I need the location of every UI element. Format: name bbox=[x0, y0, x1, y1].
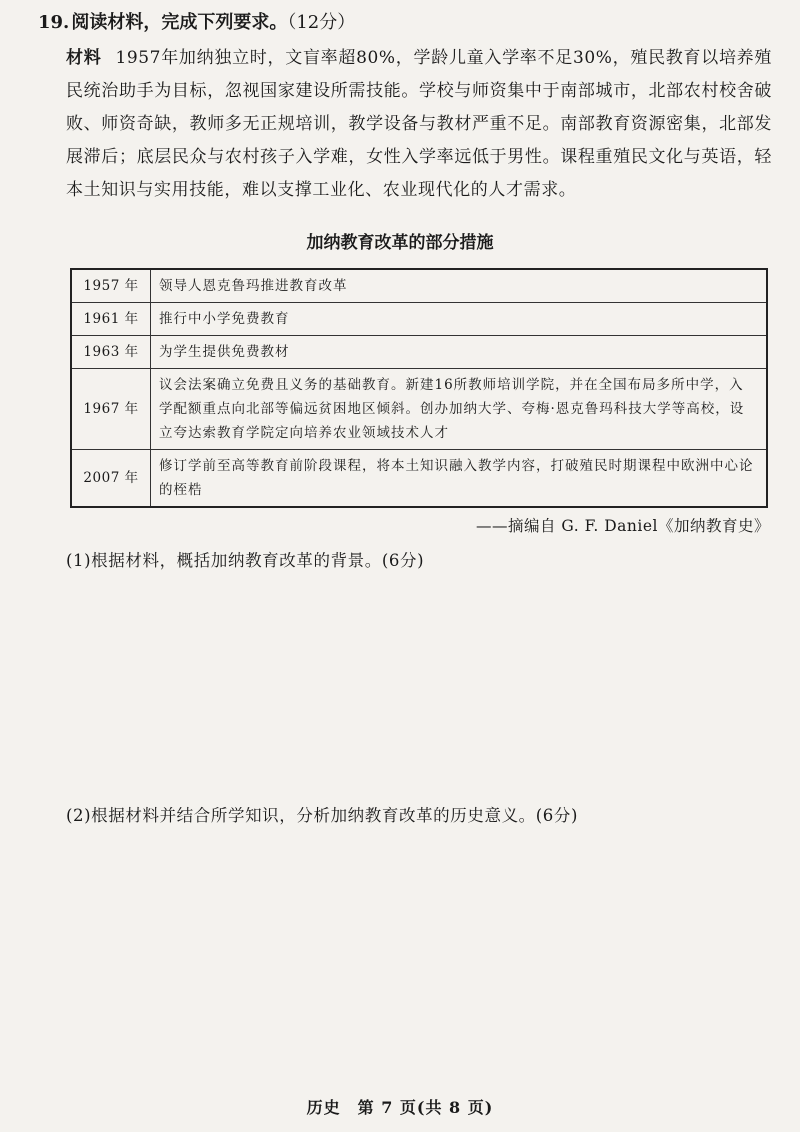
table-cell-content: 为学生提供免费教材 bbox=[151, 336, 768, 369]
material-passage bbox=[66, 42, 772, 207]
table-title: 加纳教育改革的部分措施 bbox=[306, 233, 494, 253]
table-cell-year: 1961 年 bbox=[71, 303, 151, 336]
question-heading bbox=[38, 10, 355, 36]
sub-question-1: (1)根据材料，概括加纳教育改革的背景。(6分) bbox=[66, 551, 425, 570]
table-cell-year: 1957 年 bbox=[71, 269, 151, 303]
sub-question-2: (2)根据材料并结合所学知识，分析加纳教育改革的历史意义。(6分) bbox=[66, 806, 579, 825]
table-cell-year: 1967 年 bbox=[71, 369, 151, 450]
table-cell-year: 1963 年 bbox=[71, 336, 151, 369]
table-cell-year: 2007 年 bbox=[71, 450, 151, 508]
question-number: 19. bbox=[38, 12, 70, 33]
reform-measures-table bbox=[70, 268, 768, 508]
table-cell-content: 修订学前至高等教育前阶段课程，将本土知识融入教学内容，打破殖民时期课程中欧洲中心论的桎梏 bbox=[151, 450, 768, 508]
page-footer: 历史 第 7 页(共 8 页) bbox=[306, 1098, 494, 1117]
table-row bbox=[71, 336, 767, 369]
source-citation: ——摘编自 G. F. Daniel《加纳教育史》 bbox=[475, 517, 770, 535]
question-score: （12分） bbox=[287, 12, 356, 33]
table-cell-content: 议会法案确立免费且义务的基础教育。新建16所教师培训学院，并在全国布局多所中学，入学配额重点向北部等偏远贫困地区倾斜。创办加纳大学、夸梅·恩克鲁玛科技大学等高校，设立夸达索教育学院定向培养农业领域技术人才 bbox=[151, 369, 768, 450]
table-row bbox=[71, 369, 767, 450]
material-text: 1957年加纳独立时，文盲率超80%，学龄儿童入学率不足30%，殖民教育以培养殖民统治助手为目标，忽视国家建设所需技能。学校与师资集中于南部城市，北部农村校舍破败、师资奇缺，教师多无正规培训，教学设备与教材严重不足。南部教育资源密集，北部发展滞后；底层民众与农村孩子入学难，女性入学率远低于男性。课程重殖民文化与英语，轻本土知识与实用技能，难以支撑工业化、农业现代化的人才需求。 bbox=[66, 48, 772, 200]
table-cell-content: 推行中小学免费教育 bbox=[151, 303, 768, 336]
question-instruction: 阅读材料，完成下列要求。 bbox=[71, 12, 288, 33]
table-row bbox=[71, 450, 767, 508]
table-row bbox=[71, 303, 767, 336]
material-label: 材料 bbox=[66, 48, 102, 68]
table-row bbox=[71, 269, 767, 303]
table-cell-content: 领导人恩克鲁玛推进教育改革 bbox=[151, 269, 768, 303]
